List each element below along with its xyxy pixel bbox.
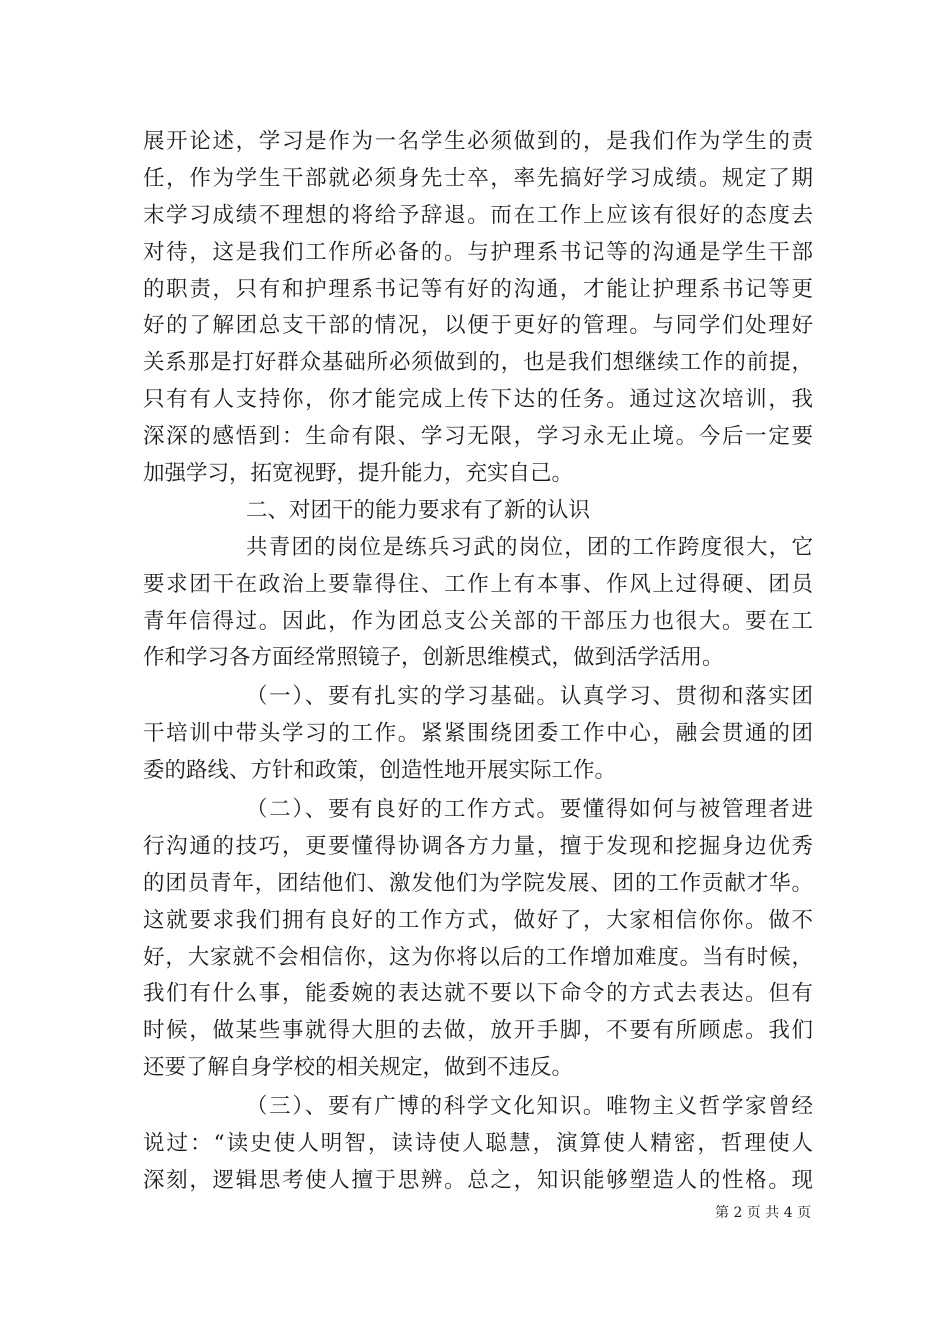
text-line: 共青团的岗位是练兵习武的岗位，团的工作跨度很大，它 <box>246 534 813 560</box>
text-line: 时候，做某些事就得大胆的去做，放开手脚，不要有所顾虑。我们 <box>143 1018 813 1044</box>
text-line: 我们有什么事，能委婉的表达就不要以下命令的方式去表达。但有 <box>143 981 813 1007</box>
text-line: 加强学习，拓宽视野，提升能力，充实自己。 <box>143 461 574 487</box>
text-line: 这就要求我们拥有良好的工作方式，做好了，大家相信你你。做不 <box>143 907 813 933</box>
text-line: 的团员青年，团结他们、激发他们为学院发展、团的工作贡献才华。 <box>143 870 813 896</box>
subsection-line: （三）、要有广博的科学文化知识。唯物主义哲学家曾经 <box>246 1094 813 1120</box>
text-line: 干培训中带头学习的工作。紧紧围绕团委工作中心，融会贯通的团 <box>143 721 813 747</box>
text-line: 深深的感悟到：生命有限、学习无限，学习永无止境。今后一定要 <box>143 424 813 450</box>
document-body <box>143 124 813 1200</box>
section-heading: 二、对团干的能力要求有了新的认识 <box>246 497 591 523</box>
subsection-line: （二）、要有良好的工作方式。要懂得如何与被管理者进 <box>246 797 813 823</box>
text-line: 展开论述，学习是作为一名学生必须做到的，是我们作为学生的责 <box>143 129 813 154</box>
text-line: 深刻，逻辑思考使人擅于思辨。总之，知识能够塑造人的性格。现 <box>143 1167 813 1193</box>
text-line: 的职责，只有和护理系书记等有好的沟通，才能让护理系书记等更 <box>143 276 813 302</box>
text-line: 说过：“读史使人明智，读诗使人聪慧，演算使人精密，哲理使人 <box>143 1131 813 1157</box>
text-line: 对待，这是我们工作所必备的。与护理系书记等的沟通是学生干部 <box>143 239 813 265</box>
text-line: 委的路线、方针和政策，创造性地开展实际工作。 <box>143 758 617 784</box>
text-line: 好，大家就不会相信你，这为你将以后的工作增加难度。当有时候， <box>143 944 813 970</box>
text-line: 青年信得过。因此，作为团总支公关部的干部压力也很大。要在工 <box>143 608 813 634</box>
text-line: 还要了解自身学校的相关规定，做到不违反。 <box>143 1055 574 1081</box>
text-line: 末学习成绩不理想的将给予辞退。而在工作上应该有很好的态度去 <box>143 202 813 228</box>
text-line: 任，作为学生干部就必须身先士卒，率先搞好学习成绩。规定了期 <box>143 165 813 191</box>
text-line: 只有有人支持你，你才能完成上传下达的任务。通过这次培训，我 <box>143 387 813 413</box>
text-line: 好的了解团总支干部的情况，以便于更好的管理。与同学们处理好 <box>143 313 813 339</box>
text-line: 关系那是打好群众基础所必须做到的，也是我们想继续工作的前提， <box>143 350 813 376</box>
text-line: 作和学习各方面经常照镜子，创新思维模式，做到活学活用。 <box>143 645 724 671</box>
subsection-line: （一）、要有扎实的学习基础。认真学习、贯彻和落实团 <box>246 684 813 710</box>
text-line: 行沟通的技巧，更要懂得协调各方力量，擅于发现和挖掘身边优秀 <box>143 833 813 859</box>
page-number-footer: 第 2 页 共 4 页 <box>715 1205 812 1221</box>
text-line: 要求团干在政治上要靠得住、工作上有本事、作风上过得硬、团员 <box>143 571 813 597</box>
